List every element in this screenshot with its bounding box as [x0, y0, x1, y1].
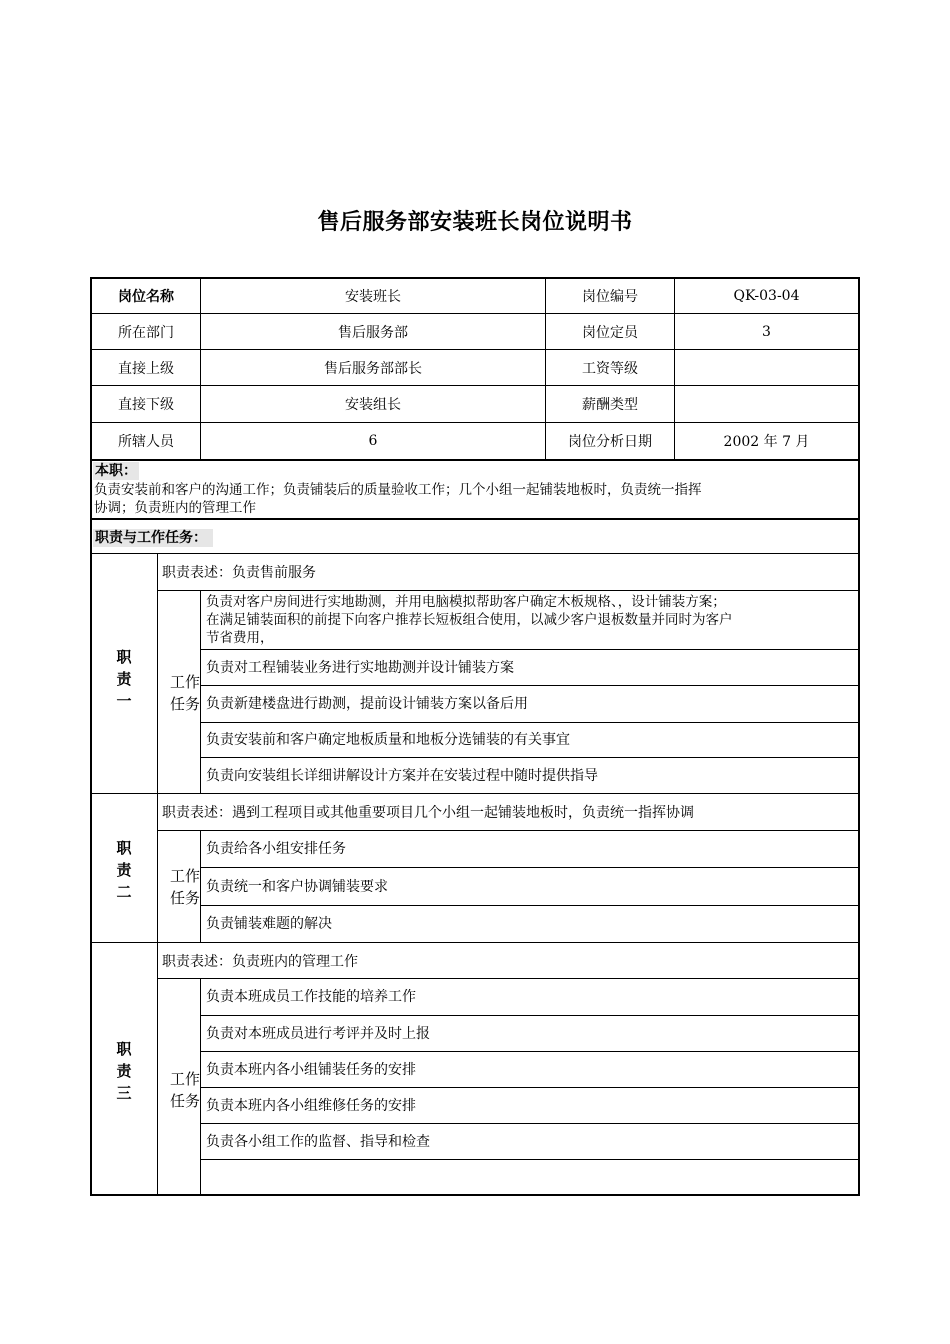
duty3-task3: 负责本班内各小组铺装任务的安排: [206, 1061, 416, 1078]
duty2-label: 职 责 二: [116, 839, 132, 901]
duty2-task1: 负责给各小组安排任务: [206, 841, 346, 857]
label-pay-type: 薪酬类型: [582, 397, 638, 413]
duty3-task-label: 工作 任务: [169, 1070, 200, 1110]
duty2-statement: 职责表述：遇到工程项目或其他重要项目几个小组一起铺装地板时，负责统一指挥协调: [162, 805, 694, 821]
duty1-statement: 职责表述：负责售前服务: [162, 565, 316, 581]
duty1-task3: 负责新建楼盘进行勘测，提前设计铺装方案以备后用: [206, 696, 528, 712]
summary-text-line2: 协调；负责班内的管理工作: [94, 500, 256, 516]
duty3-task2: 负责对本班成员进行考评并及时上报: [206, 1025, 430, 1042]
label-job-title: 岗位名称: [118, 289, 174, 305]
duty3-task6: [202, 1160, 856, 1194]
duty1-task4: 负责安装前和客户确定地板质量和地板分选铺装的有关事宜: [206, 732, 570, 748]
page-title: 售后服务部安装班长岗位说明书: [317, 210, 633, 235]
duty2-task3: 负责铺装难题的解决: [206, 916, 332, 932]
duty2-task-label: 工作 任务: [169, 867, 200, 907]
job-description-table: [90, 277, 860, 1196]
value-pay-type: [675, 386, 858, 422]
label-job-code: 岗位编号: [582, 289, 638, 305]
value-headcount: 3: [762, 323, 771, 340]
duty2-task2: 负责统一和客户协调铺装要求: [206, 878, 388, 895]
label-department: 所在部门: [118, 324, 174, 341]
label-subordinate: 直接下级: [118, 397, 174, 413]
summary-heading: 本职：: [95, 463, 137, 479]
value-analysis-date: 2002 年 7 月: [723, 434, 810, 450]
duty3-task5: 负责各小组工作的监督、指导和检查: [206, 1133, 430, 1150]
value-department: 售后服务部: [338, 324, 408, 341]
duty3-task1: 负责本班成员工作技能的培养工作: [206, 989, 416, 1005]
duty3-statement: 职责表述：负责班内的管理工作: [162, 953, 358, 970]
label-analysis-date: 岗位分析日期: [568, 434, 652, 450]
value-staff-count: 6: [368, 433, 378, 449]
value-supervisor: 售后服务部部长: [324, 360, 422, 377]
duty3-label: 职 责 三: [116, 1040, 132, 1102]
label-headcount: 岗位定员: [582, 324, 638, 341]
label-pay-grade: 工资等级: [582, 360, 638, 377]
duty1-task5: 负责向安装组长详细讲解设计方案并在安装过程中随时提供指导: [206, 767, 598, 784]
value-subordinate: 安装组长: [345, 397, 401, 413]
value-pay-grade: [675, 350, 858, 385]
duty3-task4: 负责本班内各小组维修任务的安排: [206, 1097, 416, 1114]
value-job-code: QK-03-04: [733, 288, 800, 304]
value-job-title: 安装班长: [345, 289, 401, 305]
duty1-label: 职 责 一: [116, 648, 132, 710]
summary-text-line1: 负责安装前和客户的沟通工作；负责铺装后的质量验收工作；几个小组一起铺装地板时，负责统一指挥: [94, 482, 702, 498]
duty1-task-label: 工作 任务: [169, 673, 200, 713]
duty1-task2: 负责对工程铺装业务进行实地勘测并设计铺装方案: [206, 659, 514, 676]
duty1-task1: 负责对客户房间进行实地勘测，并用电脑模拟帮助客户确定木板规格、，设计铺装方案； 在满足铺装面积的前提下向客户推荐长短板组合使用，以减少客户退板数量并同时为客户 节省费用，: [206, 594, 733, 646]
label-staff-count: 所辖人员: [118, 434, 174, 450]
label-supervisor: 直接上级: [118, 360, 174, 377]
duties-heading: 职责与工作任务：: [93, 529, 213, 547]
